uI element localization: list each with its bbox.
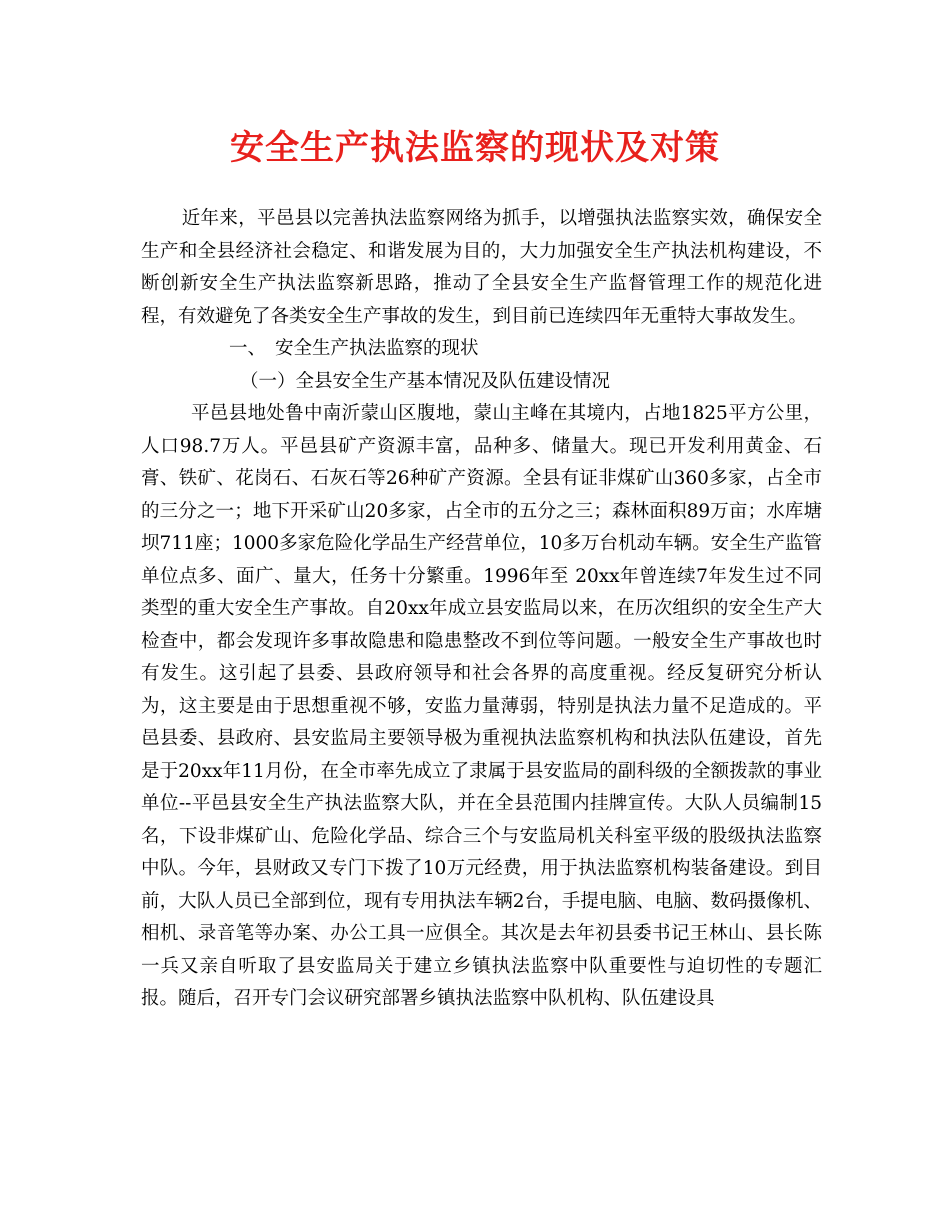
document-body: [141, 203, 822, 1016]
section-heading: [141, 333, 822, 366]
intro-paragraph: 近年来，平邑县以完善执法监察网络为抓手，以增强执法监察实效，确保安全生产和全县经济社会稳定、和谐发展为目的，大力加强安全生产执法机构建设，不断创新安全生产执法监察新思路，推动了全县安全生产监督管理工作的规范化进程，有效避免了各类安全生产事故的发生，到目前已连续四年无重特大事故发生。: [141, 208, 822, 327]
subsection-heading: （一）全县安全生产基本情况及队伍建设情况: [240, 370, 611, 392]
section-title: 安全生产执法监察的现状: [275, 338, 479, 359]
document-title: 安全生产执法监察的现状及对策: [230, 128, 720, 168]
section-number: 一、: [229, 338, 267, 359]
body-paragraph: 平邑县地处鲁中南沂蒙山区腹地，蒙山主峰在其境内，占地1825平方公里，人口98.7万人。平邑县矿产资源丰富，品种多、储量大。现已开发利用黄金、石膏、铁矿、花岗石、石灰石等26种矿产资源。全县有证非煤矿山360多家，占全市的三分之一；地下开采矿山20多家，占全市的五分之三；森林面积89万亩；水库塘坝711座；1000多家危险化学品生产经营单位，10多万台机动车辆。安全生产监管单位点多、面广、量大，任务十分繁重。1996年至 20xx年曾连续7年发生过不同类型的重大安全生产事故。自20xx年成立县安监局以来，在历次组织的安全生产大检查中，都会发现许多事故隐患和隐患整改不到位等问题。一般安全生产事故也时有发生。这引起了县委、县政府领导和社会各界的高度重视。经反复研究分析认为，这主要是由于思想重视不够，安监力量薄弱，特别是执法力量不足造成的。平邑县委、县政府、县安监局主要领导极为重视执法监察机构和执法队伍建设，首先是于20xx年11月份，在全市率先成立了隶属于县安监局的副科级的全额拨款的事业单位--平邑县安全生产执法监察大队，并在全县范围内挂牌宣传。大队人员编制15名，下设非煤矿山、危险化学品、综合三个与安监局机关科室平级的股级执法监察中队。今年，县财政又专门下拨了10万元经费，用于执法监察机构装备建设。到目前，大队人员已全部到位，现有专用执法车辆2台，手提电脑、电脑、数码摄像机、相机、录音笔等办案、办公工具一应俱全。其次是去年初县委书记王林山、县长陈一兵又亲自听取了县安监局关于建立乡镇执法监察中队重要性与迫切性的专题汇报。随后，召开专门会议研究部署乡镇执法监察中队机构、队伍建设具: [141, 403, 822, 1009]
